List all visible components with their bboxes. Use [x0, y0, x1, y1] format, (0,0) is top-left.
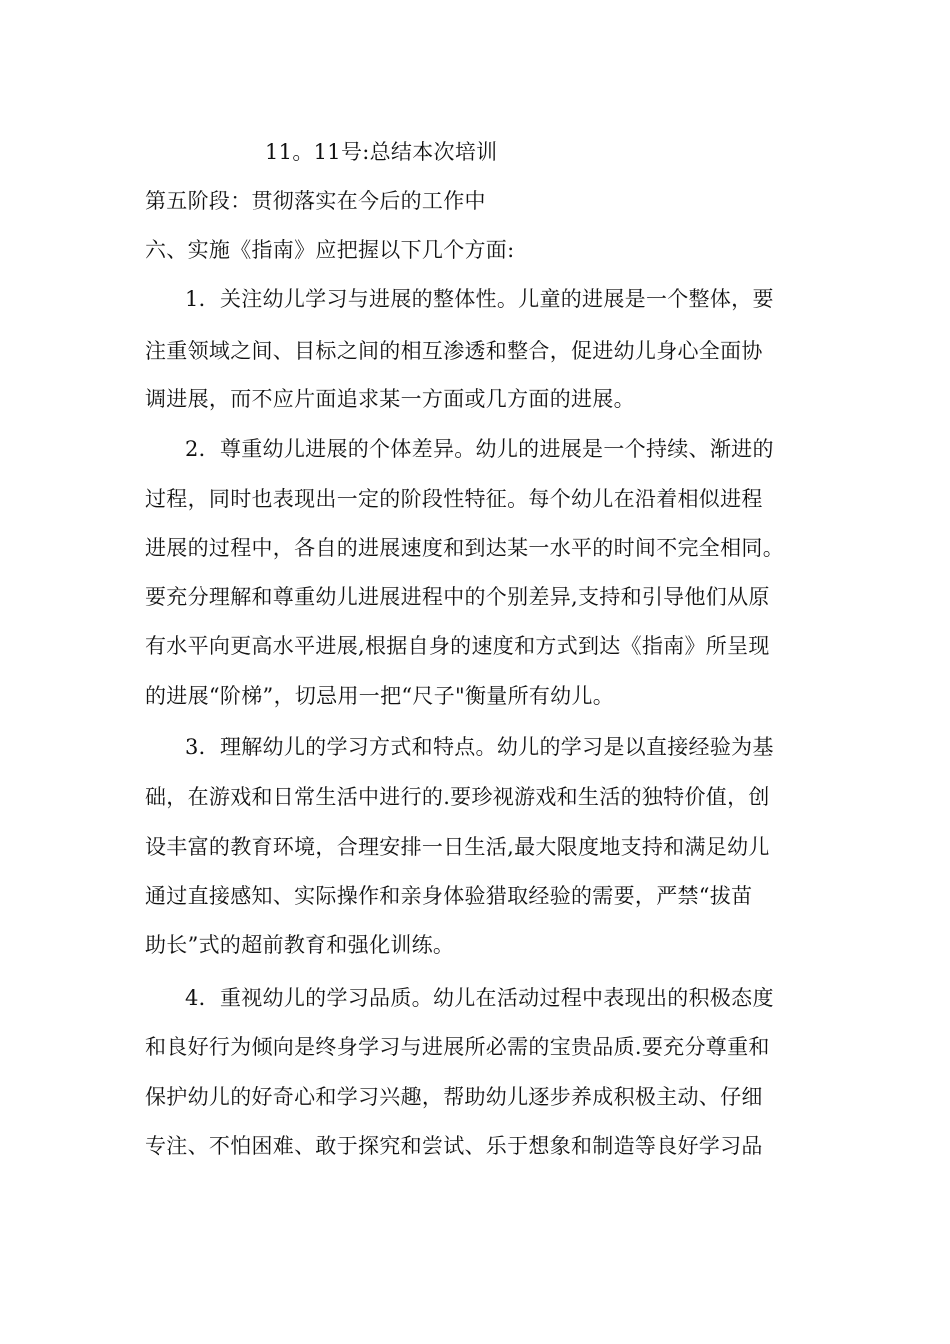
- paragraph-3-line-3: 设丰富的教育环境，合理安排一日生活,最大限度地支持和满足幼儿: [145, 835, 770, 859]
- paragraph-1-line-2: 注重领域之间、目标之间的相互渗透和整合，促进幼儿身心全面协: [145, 339, 763, 363]
- paragraph-2-line-6: 的进展“阶梯”，切忌用一把“尺子"衡量所有幼儿。: [145, 684, 615, 708]
- paragraph-2-line-1: 2．尊重幼儿进展的个体差异。幼儿的进展是一个持续、渐进的: [185, 437, 774, 461]
- paragraph-2-line-5: 有水平向更高水平进展,根据自身的速度和方式到达《指南》所呈现: [145, 634, 770, 658]
- schedule-line: 11。11号:总结本次培训: [265, 140, 498, 164]
- paragraph-2-line-3: 进展的过程中，各自的进展速度和到达某一水平的时间不完全相同。: [145, 536, 784, 560]
- paragraph-1-line-3: 调进展，而不应片面追求某一方面或几方面的进展。: [145, 387, 635, 411]
- paragraph-3-line-1: 3．理解幼儿的学习方式和特点。幼儿的学习是以直接经验为基: [185, 735, 774, 759]
- paragraph-2-line-4: 要充分理解和尊重幼儿进展进程中的个别差异,支持和引导他们从原: [145, 585, 770, 609]
- paragraph-1-line-1: 1．关注幼儿学习与进展的整体性。儿童的进展是一个整体，要: [185, 287, 774, 311]
- paragraph-3-line-5: 助长”式的超前教育和强化训练。: [145, 933, 455, 957]
- paragraph-3-line-4: 通过直接感知、实际操作和亲身体验猎取经验的需要，严禁“拔苗: [145, 884, 753, 908]
- paragraph-4-line-2: 和良好行为倾向是终身学习与进展所必需的宝贵品质.要充分尊重和: [145, 1035, 770, 1059]
- stage-five-heading: 第五阶段：贯彻落实在今后的工作中: [145, 189, 486, 213]
- section-six-heading: 六、实施《指南》应把握以下几个方面:: [145, 238, 515, 262]
- paragraph-3-line-2: 础，在游戏和日常生活中进行的.要珍视游戏和生活的独特价值，创: [145, 785, 770, 809]
- paragraph-4-line-4: 专注、不怕困难、敢于探究和尝试、乐于想象和制造等良好学习品: [145, 1134, 763, 1158]
- paragraph-4-line-3: 保护幼儿的好奇心和学习兴趣，帮助幼儿逐步养成积极主动、仔细: [145, 1085, 763, 1109]
- paragraph-2-line-2: 过程，同时也表现出一定的阶段性特征。每个幼儿在沿着相似进程: [145, 487, 763, 511]
- paragraph-4-line-1: 4．重视幼儿的学习品质。幼儿在活动过程中表现出的积极态度: [185, 986, 774, 1010]
